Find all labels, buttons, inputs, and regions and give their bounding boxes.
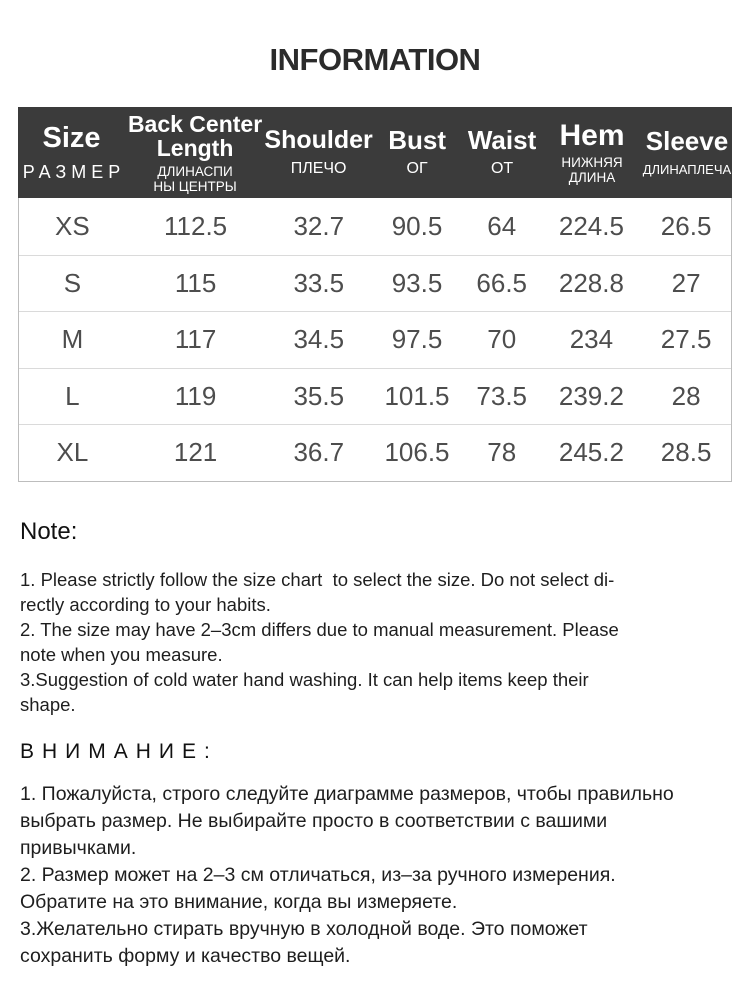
column-label-en: Waist: [467, 125, 537, 155]
column-label-en: Sleeve: [645, 126, 729, 156]
value-cell: 245.2: [558, 437, 624, 468]
value-cell: 35.5: [293, 380, 345, 411]
value-cell: 112.5: [164, 210, 228, 241]
note-line: привычками.: [20, 836, 137, 859]
note-line: Обратите на это внимание, когда вы измеряете.: [20, 890, 458, 913]
value-cell: 33.5: [293, 267, 345, 298]
value-cell: 93.5: [391, 267, 443, 298]
value-cell: 97.5: [391, 324, 443, 355]
value-cell: 73.5: [476, 380, 528, 411]
table-row-xl: [19, 424, 731, 481]
note-body-ru: [20, 781, 730, 970]
value-cell: 106.5: [384, 437, 450, 468]
column-label-en: Bust: [388, 125, 446, 155]
column-label-ru: ДЛИНА: [568, 169, 616, 185]
value-cell: 117: [174, 324, 217, 355]
size-cell: XS: [55, 210, 90, 241]
value-cell: 101.5: [384, 380, 450, 411]
column-label-ru: НЫ ЦЕНТРЫ: [153, 178, 237, 194]
note-line: 1. Please strictly follow the size chart to select the size. Do not select di-: [20, 568, 615, 590]
value-cell: 239.2: [558, 380, 624, 411]
value-cell: 28.5: [660, 437, 712, 468]
note-line: note when you measure.: [20, 643, 223, 665]
column-header-size: [18, 107, 125, 198]
size-cell: S: [63, 267, 82, 298]
note-body-en: [20, 567, 730, 717]
value-cell: 121: [173, 437, 218, 468]
note-line: 3.Желательно стирать вручную в холодной воде. Это поможет: [20, 917, 588, 940]
value-cell: 224.5: [558, 210, 624, 241]
value-cell: 28: [671, 380, 701, 411]
column-label-ru: ДЛИНАПЛЕЧА: [642, 162, 732, 177]
column-header-waist: [462, 107, 542, 198]
value-cell: 70: [487, 324, 517, 355]
value-cell: 64: [487, 210, 517, 241]
note-line: выбрать размер. Не выбирайте просто в соответствии с вашими: [20, 809, 608, 832]
value-cell: 27: [671, 267, 701, 298]
column-header-sleeve: [642, 107, 732, 198]
size-cell: L: [65, 380, 80, 411]
column-label-en: Length: [156, 134, 234, 161]
column-label-en: Shoulder: [264, 126, 373, 154]
size-cell: M: [61, 324, 84, 355]
page-title: INFORMATION: [269, 42, 481, 77]
value-cell: 32.7: [293, 210, 345, 241]
column-label-ru: РАЗМЕР: [22, 161, 126, 182]
value-cell: 27.5: [660, 324, 712, 355]
size-cell: XL: [56, 437, 89, 468]
column-label-en: Hem: [559, 118, 625, 152]
value-cell: 119: [174, 380, 217, 411]
size-chart-body: [18, 198, 732, 482]
value-cell: 115: [174, 267, 217, 298]
note-line: 2. Размер может на 2–3 см отличаться, из–за ручного измерения.: [20, 863, 616, 886]
note-line: 2. The size may have 2–3cm differs due to manual measurement. Please: [20, 618, 619, 640]
column-label-ru: ОТ: [490, 160, 514, 177]
table-row-xs: [19, 198, 731, 255]
column-header-hem: [542, 107, 642, 198]
column-header-bust: [372, 107, 462, 198]
column-label-ru: ПЛЕЧО: [290, 160, 347, 177]
size-chart-header-row: [18, 107, 732, 198]
note-heading-ru: ВНИМАНИЕ:: [20, 739, 218, 763]
column-label-ru: ДЛИНАСПИ: [157, 163, 233, 179]
value-cell: 36.7: [293, 437, 345, 468]
column-label-en: Back Center: [127, 110, 263, 137]
table-row-s: [19, 255, 731, 312]
table-row-m: [19, 311, 731, 368]
table-row-l: [19, 368, 731, 425]
column-header-shoulder: [265, 107, 372, 198]
note-line: 3.Suggestion of cold water hand washing. It can help items keep their: [20, 668, 589, 690]
note-heading-en: Note:: [20, 517, 78, 545]
notes-section: [20, 518, 730, 970]
size-chart-table: [18, 107, 732, 482]
column-label-en: Size: [42, 121, 101, 154]
note-line: сохранить форму и качество вещей.: [20, 944, 351, 967]
value-cell: 78: [487, 437, 517, 468]
note-line: shape.: [20, 693, 76, 715]
value-cell: 26.5: [660, 210, 712, 241]
value-cell: 66.5: [476, 267, 528, 298]
column-header-back-center-length: [125, 107, 265, 198]
value-cell: 234: [569, 324, 614, 355]
note-line: rectly according to your habits.: [20, 593, 271, 615]
column-label-ru: НИЖНЯЯ: [561, 154, 623, 170]
column-label-ru: ОГ: [406, 160, 428, 177]
value-cell: 34.5: [293, 324, 345, 355]
value-cell: 228.8: [558, 267, 624, 298]
value-cell: 90.5: [391, 210, 443, 241]
note-line: 1. Пожалуйста, строго следуйте диаграмме размеров, чтобы правильно: [20, 782, 674, 805]
